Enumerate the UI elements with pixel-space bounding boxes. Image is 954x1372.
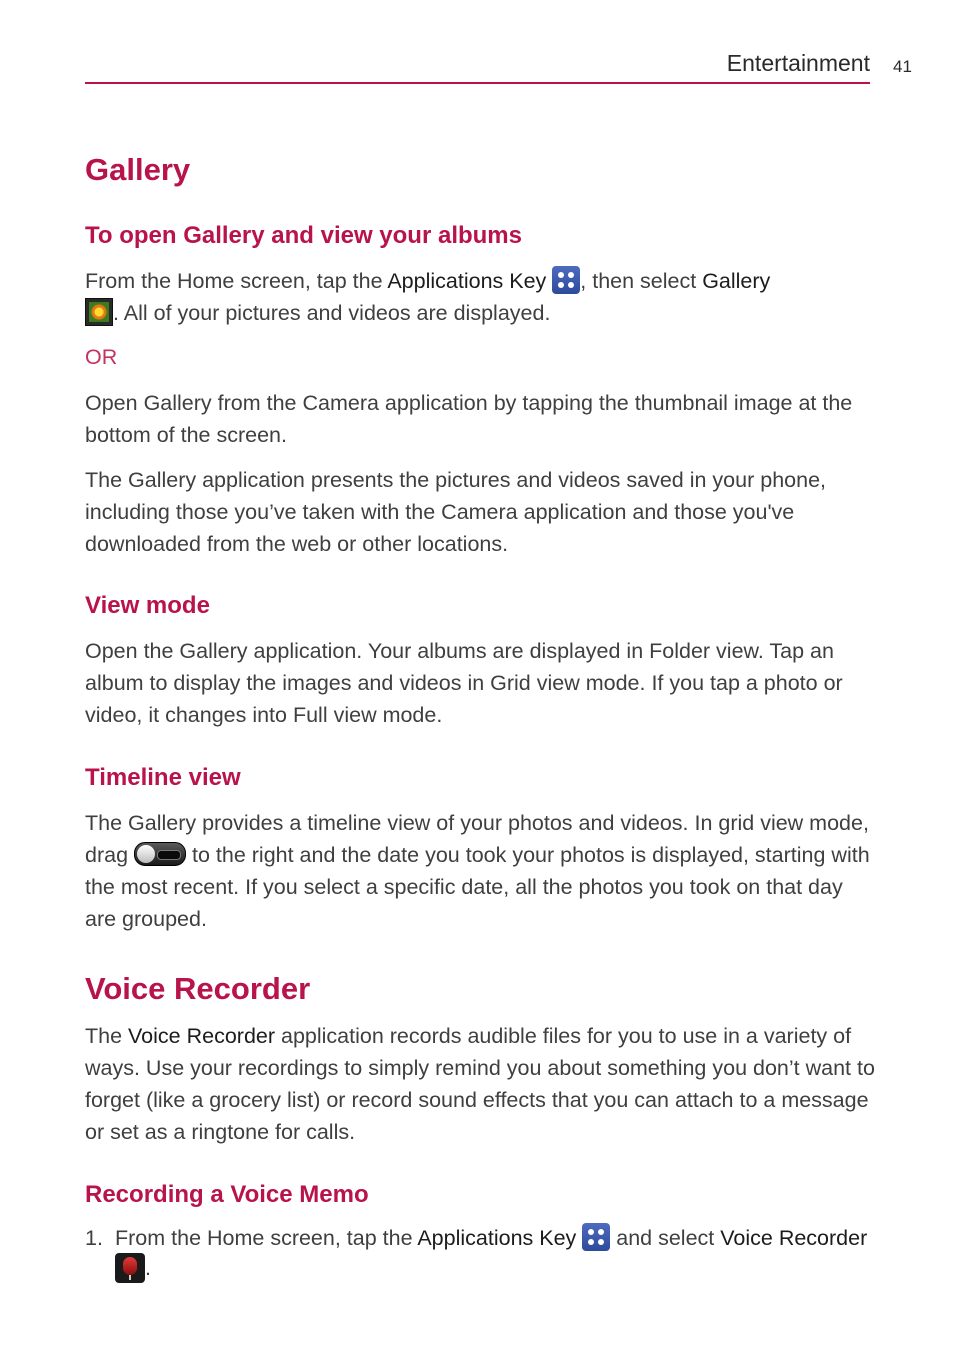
view-mode-paragraph: Open the Gallery application. Your albums are displayed in Folder view. Tap an album to display the images and videos in Grid view mode. If you tap a photo or video, it changes into Full view mode. <box>85 639 843 727</box>
text-run: From the Home screen, tap the <box>85 269 388 293</box>
text-run: From the Home screen, tap the <box>115 1226 418 1250</box>
page-header <box>85 50 870 84</box>
timeline-toggle-icon <box>134 842 186 866</box>
applications-key-label: Applications Key <box>387 269 547 293</box>
open-gallery-heading: To open Gallery and view your albums <box>85 222 522 249</box>
voice-recorder-label: Voice Recorder <box>720 1226 868 1250</box>
list-item <box>85 1223 875 1287</box>
applications-key-icon <box>552 266 580 294</box>
text-run: The Gallery provides a timeline view of your photos and videos. In grid view mode, drag <box>85 811 869 867</box>
gallery-title: Gallery <box>85 152 191 187</box>
section-title: Entertainment <box>726 50 870 76</box>
text-run: , then select <box>580 269 703 293</box>
voice-recorder-title: Voice Recorder <box>85 971 311 1006</box>
view-mode-heading: View mode <box>85 592 210 619</box>
text-run: The <box>85 1024 129 1048</box>
open-from-camera-paragraph: Open Gallery from the Camera application by tapping the thumbnail image at the bottom of the screen. <box>85 391 853 447</box>
timeline-view-heading: Timeline view <box>85 764 241 791</box>
applications-key-label: Applications Key <box>417 1226 577 1250</box>
step-number: 1. <box>85 1226 103 1250</box>
voice-recorder-label: Voice Recorder <box>128 1024 276 1048</box>
page-number: 41 <box>893 57 912 76</box>
open-gallery-paragraph <box>85 265 875 329</box>
text-run: and select <box>610 1226 721 1250</box>
voice-recorder-paragraph <box>85 1020 875 1148</box>
or-label: OR <box>85 345 118 369</box>
voice-recorder-icon <box>115 1253 145 1283</box>
gallery-description-paragraph: The Gallery application presents the pictures and videos saved in your phone, including those you’ve taken with the Camera application and those you've downloaded from the web or other locations. <box>85 468 826 556</box>
timeline-view-paragraph <box>85 807 875 935</box>
gallery-label: Gallery <box>702 269 771 293</box>
text-run: . <box>145 1256 151 1281</box>
applications-key-icon <box>582 1223 610 1251</box>
gallery-icon <box>85 298 113 326</box>
recording-voice-memo-heading: Recording a Voice Memo <box>85 1181 369 1208</box>
text-run: application records audible files for you to use in a variety of ways. Use your recordings to simply remind you about something you don’t want to forget (like a grocery list) or record sound effects that you can attach to a message or set as a ringtone for calls. <box>85 1024 875 1144</box>
text-run: to the right and the date you took your photos is displayed, starting with the most recent. If you select a specific date, all the photos you took on that day are grouped. <box>85 843 870 931</box>
text-run: . All of your pictures and videos are displayed. <box>113 301 551 325</box>
step-text <box>115 1223 875 1285</box>
